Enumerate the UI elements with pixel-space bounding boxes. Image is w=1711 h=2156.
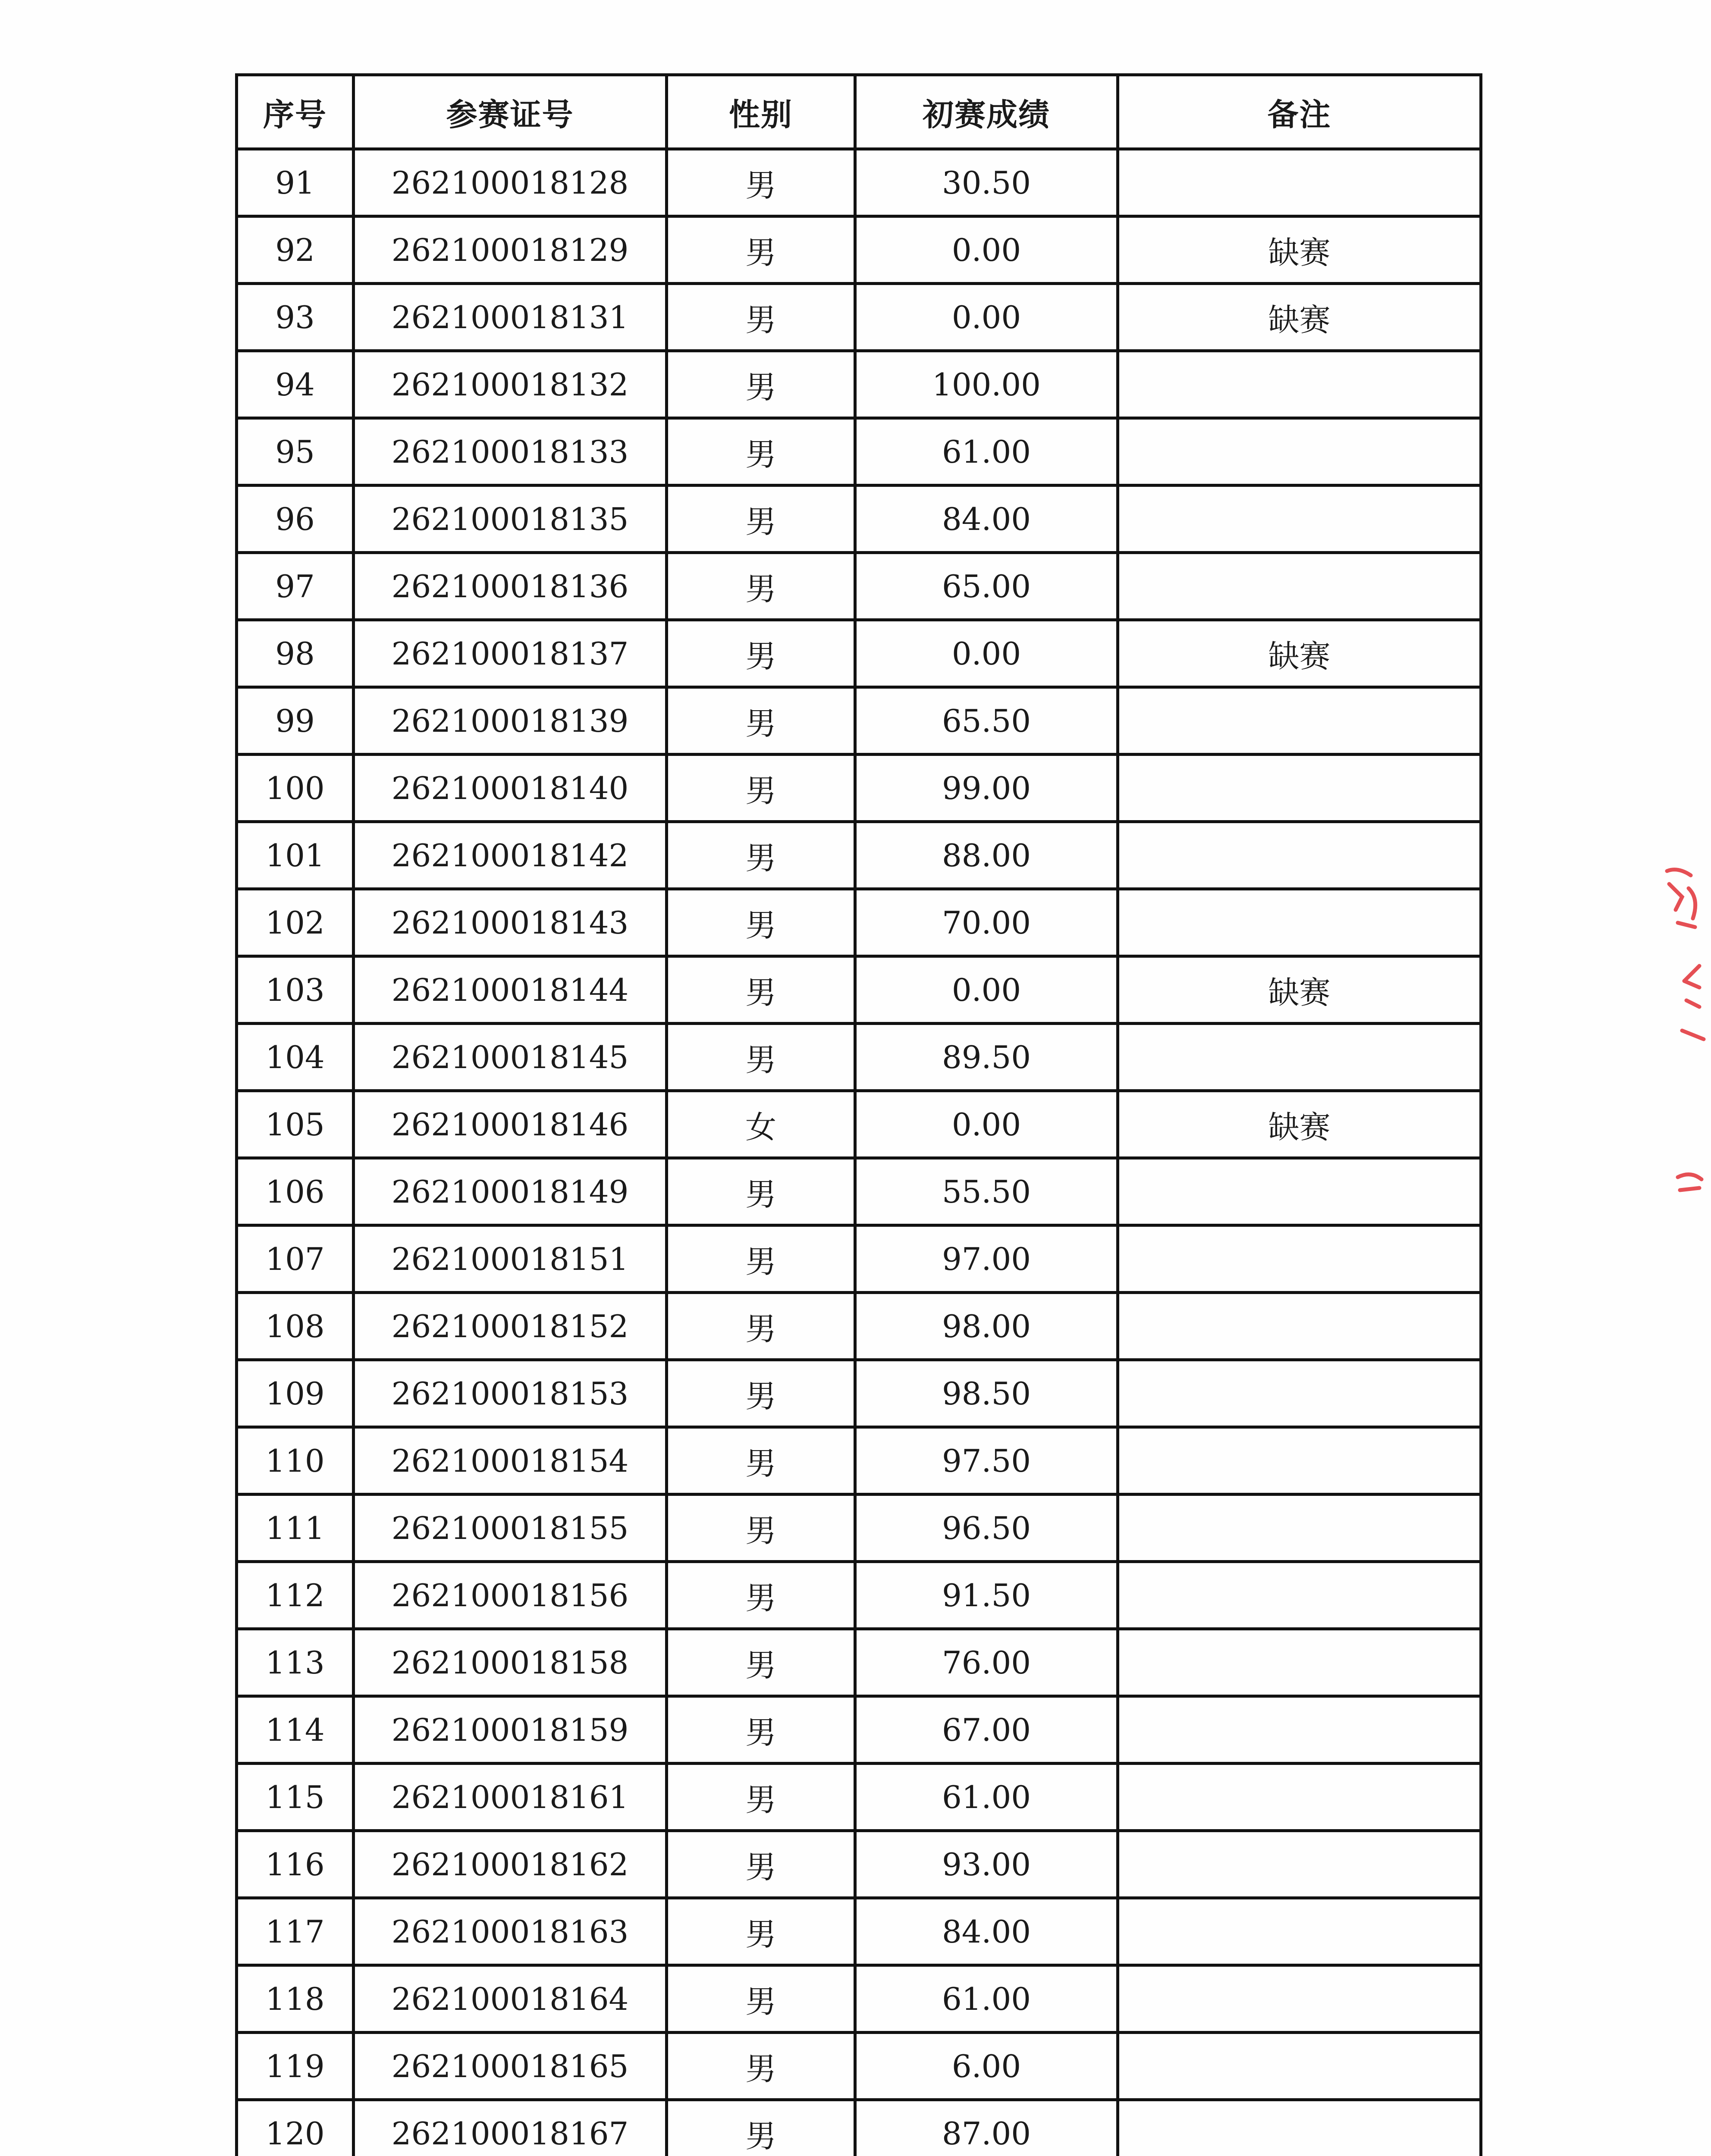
table-row xyxy=(237,2100,1481,2156)
cell-entry-id: 262100018156 xyxy=(354,1562,667,1629)
cell-seq: 108 xyxy=(237,1293,354,1360)
cell-gender: 男 xyxy=(667,1427,855,1495)
cell-gender: 男 xyxy=(667,1158,855,1225)
cell-entry-id: 262100018142 xyxy=(354,822,667,889)
cell-seq: 100 xyxy=(237,755,354,822)
cell-seq: 116 xyxy=(237,1831,354,1898)
cell-note xyxy=(1118,149,1481,216)
cell-score: 65.50 xyxy=(855,687,1118,755)
table-row xyxy=(237,216,1481,284)
cell-score: 0.00 xyxy=(855,1091,1118,1158)
table-row xyxy=(237,956,1481,1024)
cell-score: 0.00 xyxy=(855,620,1118,687)
table-row xyxy=(237,1831,1481,1898)
table-row xyxy=(237,1764,1481,1831)
table-row xyxy=(237,1024,1481,1091)
cell-entry-id: 262100018149 xyxy=(354,1158,667,1225)
cell-entry-id: 262100018151 xyxy=(354,1225,667,1293)
table-row xyxy=(237,1898,1481,1965)
cell-seq: 101 xyxy=(237,822,354,889)
cell-entry-id: 262100018161 xyxy=(354,1764,667,1831)
cell-note xyxy=(1118,1225,1481,1293)
cell-seq: 115 xyxy=(237,1764,354,1831)
cell-gender: 男 xyxy=(667,822,855,889)
cell-entry-id: 262100018143 xyxy=(354,889,667,956)
cell-entry-id: 262100018163 xyxy=(354,1898,667,1965)
header-entry-id: 参赛证号 xyxy=(354,75,667,149)
cell-score: 76.00 xyxy=(855,1629,1118,1696)
score-table xyxy=(235,73,1482,2156)
cell-note xyxy=(1118,1696,1481,1764)
cell-entry-id: 262100018165 xyxy=(354,2033,667,2100)
cell-score: 98.00 xyxy=(855,1293,1118,1360)
cell-gender: 男 xyxy=(667,1360,855,1427)
cell-note xyxy=(1118,486,1481,553)
cell-entry-id: 262100018135 xyxy=(354,486,667,553)
cell-gender: 男 xyxy=(667,2100,855,2156)
cell-entry-id: 262100018162 xyxy=(354,1831,667,1898)
cell-seq: 104 xyxy=(237,1024,354,1091)
cell-score: 84.00 xyxy=(855,1898,1118,1965)
cell-score: 97.00 xyxy=(855,1225,1118,1293)
table-row xyxy=(237,1427,1481,1495)
header-score: 初赛成绩 xyxy=(855,75,1118,149)
cell-note xyxy=(1118,1360,1481,1427)
cell-score: 97.50 xyxy=(855,1427,1118,1495)
table-row xyxy=(237,1225,1481,1293)
cell-seq: 117 xyxy=(237,1898,354,1965)
cell-gender: 男 xyxy=(667,620,855,687)
cell-gender: 男 xyxy=(667,216,855,284)
cell-entry-id: 262100018152 xyxy=(354,1293,667,1360)
cell-seq: 112 xyxy=(237,1562,354,1629)
cell-gender: 男 xyxy=(667,687,855,755)
cell-seq: 96 xyxy=(237,486,354,553)
table-row xyxy=(237,889,1481,956)
cell-score: 67.00 xyxy=(855,1696,1118,1764)
cell-seq: 114 xyxy=(237,1696,354,1764)
table-row xyxy=(237,687,1481,755)
cell-score: 30.50 xyxy=(855,149,1118,216)
cell-note xyxy=(1118,687,1481,755)
table-row xyxy=(237,2033,1481,2100)
cell-note: 缺赛 xyxy=(1118,1091,1481,1158)
table-header-row xyxy=(237,75,1481,149)
cell-seq: 94 xyxy=(237,351,354,418)
cell-gender: 男 xyxy=(667,553,855,620)
table-row xyxy=(237,822,1481,889)
cell-gender: 男 xyxy=(667,1293,855,1360)
cell-score: 88.00 xyxy=(855,822,1118,889)
table-row xyxy=(237,149,1481,216)
cell-note xyxy=(1118,1831,1481,1898)
cell-entry-id: 262100018133 xyxy=(354,418,667,486)
cell-note xyxy=(1118,1764,1481,1831)
cell-score: 96.50 xyxy=(855,1495,1118,1562)
cell-score: 0.00 xyxy=(855,216,1118,284)
cell-score: 55.50 xyxy=(855,1158,1118,1225)
cell-note: 缺赛 xyxy=(1118,216,1481,284)
cell-note xyxy=(1118,1293,1481,1360)
cell-entry-id: 262100018164 xyxy=(354,1965,667,2033)
cell-entry-id: 262100018159 xyxy=(354,1696,667,1764)
cell-seq: 113 xyxy=(237,1629,354,1696)
cell-seq: 111 xyxy=(237,1495,354,1562)
cell-note: 缺赛 xyxy=(1118,620,1481,687)
cell-note xyxy=(1118,553,1481,620)
cell-gender: 男 xyxy=(667,149,855,216)
cell-seq: 120 xyxy=(237,2100,354,2156)
cell-note xyxy=(1118,889,1481,956)
cell-note xyxy=(1118,1495,1481,1562)
cell-seq: 109 xyxy=(237,1360,354,1427)
cell-entry-id: 262100018144 xyxy=(354,956,667,1024)
cell-score: 84.00 xyxy=(855,486,1118,553)
cell-note xyxy=(1118,1158,1481,1225)
cell-entry-id: 262100018128 xyxy=(354,149,667,216)
cell-score: 91.50 xyxy=(855,1562,1118,1629)
table-row xyxy=(237,1696,1481,1764)
cell-entry-id: 262100018140 xyxy=(354,755,667,822)
cell-note xyxy=(1118,418,1481,486)
table-row xyxy=(237,1629,1481,1696)
cell-score: 61.00 xyxy=(855,1764,1118,1831)
cell-seq: 92 xyxy=(237,216,354,284)
cell-score: 87.00 xyxy=(855,2100,1118,2156)
cell-score: 98.50 xyxy=(855,1360,1118,1427)
cell-note xyxy=(1118,1965,1481,2033)
table-row xyxy=(237,1158,1481,1225)
cell-entry-id: 262100018137 xyxy=(354,620,667,687)
cell-note xyxy=(1118,1562,1481,1629)
table-row xyxy=(237,755,1481,822)
cell-seq: 110 xyxy=(237,1427,354,1495)
cell-entry-id: 262100018167 xyxy=(354,2100,667,2156)
cell-score: 65.00 xyxy=(855,553,1118,620)
cell-entry-id: 262100018131 xyxy=(354,284,667,351)
cell-seq: 105 xyxy=(237,1091,354,1158)
cell-seq: 93 xyxy=(237,284,354,351)
table-row xyxy=(237,1965,1481,2033)
cell-gender: 男 xyxy=(667,1696,855,1764)
table-row xyxy=(237,486,1481,553)
cell-score: 6.00 xyxy=(855,2033,1118,2100)
cell-score: 0.00 xyxy=(855,956,1118,1024)
cell-gender: 男 xyxy=(667,1024,855,1091)
cell-seq: 99 xyxy=(237,687,354,755)
cell-seq: 103 xyxy=(237,956,354,1024)
table-row xyxy=(237,553,1481,620)
cell-gender: 男 xyxy=(667,1965,855,2033)
table-row xyxy=(237,1562,1481,1629)
cell-gender: 男 xyxy=(667,1562,855,1629)
table-row xyxy=(237,620,1481,687)
cell-seq: 97 xyxy=(237,553,354,620)
cell-score: 99.00 xyxy=(855,755,1118,822)
cell-seq: 95 xyxy=(237,418,354,486)
cell-seq: 98 xyxy=(237,620,354,687)
cell-entry-id: 262100018139 xyxy=(354,687,667,755)
cell-entry-id: 262100018158 xyxy=(354,1629,667,1696)
cell-note xyxy=(1118,822,1481,889)
cell-note xyxy=(1118,351,1481,418)
table-row xyxy=(237,1293,1481,1360)
cell-score: 93.00 xyxy=(855,1831,1118,1898)
cell-entry-id: 262100018153 xyxy=(354,1360,667,1427)
cell-seq: 102 xyxy=(237,889,354,956)
cell-note: 缺赛 xyxy=(1118,284,1481,351)
cell-score: 61.00 xyxy=(855,418,1118,486)
cell-note xyxy=(1118,2100,1481,2156)
cell-gender: 男 xyxy=(667,1629,855,1696)
cell-score: 70.00 xyxy=(855,889,1118,956)
cell-entry-id: 262100018146 xyxy=(354,1091,667,1158)
cell-entry-id: 262100018155 xyxy=(354,1495,667,1562)
cell-seq: 91 xyxy=(237,149,354,216)
cell-note xyxy=(1118,755,1481,822)
cell-gender: 男 xyxy=(667,1495,855,1562)
cell-gender: 男 xyxy=(667,486,855,553)
table-row xyxy=(237,1091,1481,1158)
cell-gender: 男 xyxy=(667,1225,855,1293)
header-seq: 序号 xyxy=(237,75,354,149)
cell-score: 100.00 xyxy=(855,351,1118,418)
cell-gender: 男 xyxy=(667,1898,855,1965)
cell-entry-id: 262100018132 xyxy=(354,351,667,418)
cell-gender: 女 xyxy=(667,1091,855,1158)
cell-seq: 106 xyxy=(237,1158,354,1225)
cell-gender: 男 xyxy=(667,284,855,351)
cell-gender: 男 xyxy=(667,755,855,822)
cell-score: 89.50 xyxy=(855,1024,1118,1091)
cell-note xyxy=(1118,1898,1481,1965)
cell-entry-id: 262100018129 xyxy=(354,216,667,284)
cell-gender: 男 xyxy=(667,418,855,486)
red-seal-stamp-icon xyxy=(1652,858,1711,1212)
table-row xyxy=(237,1360,1481,1427)
cell-seq: 118 xyxy=(237,1965,354,2033)
cell-entry-id: 262100018145 xyxy=(354,1024,667,1091)
cell-seq: 107 xyxy=(237,1225,354,1293)
cell-note xyxy=(1118,1427,1481,1495)
header-gender: 性别 xyxy=(667,75,855,149)
cell-note: 缺赛 xyxy=(1118,956,1481,1024)
header-note: 备注 xyxy=(1118,75,1481,149)
cell-note xyxy=(1118,1629,1481,1696)
cell-gender: 男 xyxy=(667,889,855,956)
cell-note xyxy=(1118,2033,1481,2100)
cell-gender: 男 xyxy=(667,351,855,418)
cell-entry-id: 262100018136 xyxy=(354,553,667,620)
table-body xyxy=(237,149,1481,2156)
cell-score: 61.00 xyxy=(855,1965,1118,2033)
table-row xyxy=(237,418,1481,486)
cell-gender: 男 xyxy=(667,1764,855,1831)
cell-gender: 男 xyxy=(667,1831,855,1898)
table-row xyxy=(237,284,1481,351)
cell-seq: 119 xyxy=(237,2033,354,2100)
cell-gender: 男 xyxy=(667,956,855,1024)
cell-entry-id: 262100018154 xyxy=(354,1427,667,1495)
cell-score: 0.00 xyxy=(855,284,1118,351)
cell-note xyxy=(1118,1024,1481,1091)
table-row xyxy=(237,351,1481,418)
cell-gender: 男 xyxy=(667,2033,855,2100)
table-row xyxy=(237,1495,1481,1562)
